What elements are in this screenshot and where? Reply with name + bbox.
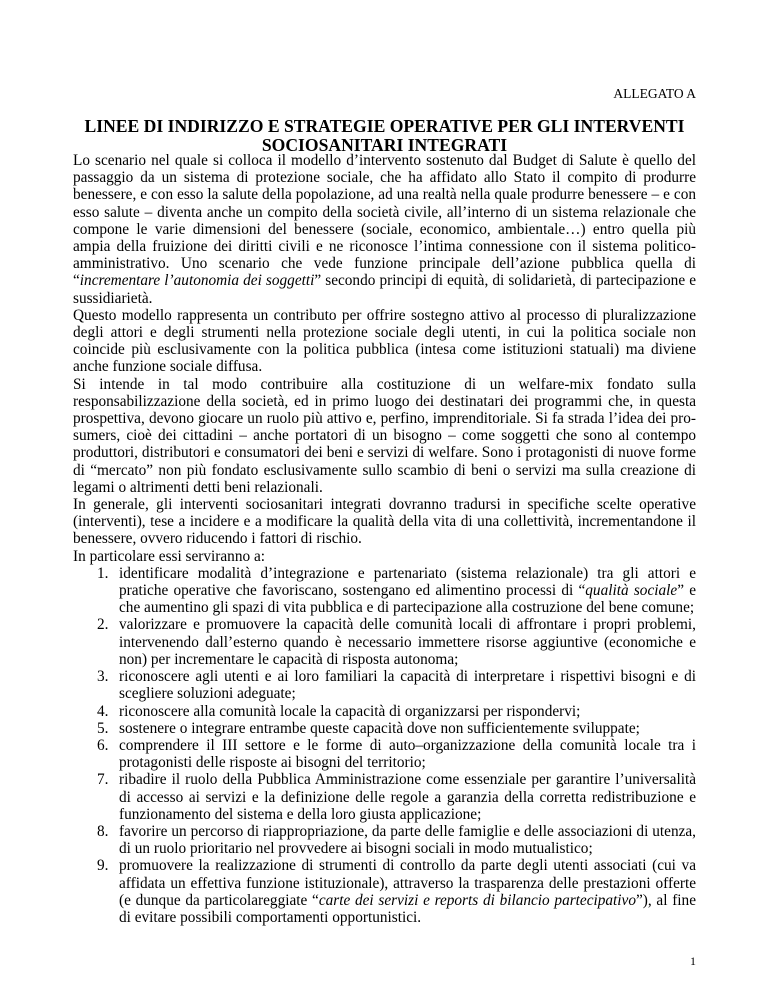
list-item-text-end: ”), al fine di evitare possibili comportamenti opportunistici. <box>119 891 696 926</box>
paragraph-1-text-b: ” secondo principi di equità, di solidarietà, di partecipazione e sussidiarietà. <box>73 272 696 307</box>
list-item-number: 5. <box>97 719 109 737</box>
annex-label <box>613 86 696 102</box>
list-item-number: 2. <box>97 616 109 634</box>
list-item-number: 4. <box>97 702 109 720</box>
annex-label-letter: A <box>686 86 696 101</box>
list-item-number: 9. <box>97 857 109 875</box>
list-item <box>73 703 696 720</box>
list-item <box>73 720 696 737</box>
list-item-text: identificare modalità d’integrazione e partenariato (sistema relazionale) tra gli attori e pratiche operative che favoriscano, sostengano ed alimentino processi di “ <box>119 564 696 600</box>
list-item-number: 8. <box>97 822 109 840</box>
paragraph-2: Questo modello rappresenta un contributo per offrire sostegno attivo al processo di pluralizzazione degli attori e degli strumenti nella protezione sociale degli utenti, in cui la politica sociale non coincide più esclusivamente con la politica pubblica (intesa come istituzioni statuali) ma diviene anche funzione sociale diffusa. <box>73 306 696 376</box>
list-item-number: 7. <box>97 771 109 789</box>
list-item-text: comprendere il III settore e le forme di auto–organizzazione della comunità locale tra i protagonisti delle risposte ai bisogni del territorio; <box>119 736 696 772</box>
annex-label-rest: LLEGATO <box>623 86 684 101</box>
list-item <box>73 737 696 771</box>
list-item-text: valorizzare e promuovere la capacità delle comunità locali di affrontare i propri problemi, intervenendo dall’esterno quando è necessario immettere risorse aggiuntive (economiche e non) per incrementare le capacità di risposta autonoma; <box>119 616 696 668</box>
paragraph-1-text-a: Lo scenario nel quale si colloca il modello d’intervento sostenuto dal Budget di Salute è quello del passaggio da un sistema di protezione sociale, che ha affidato allo Stato il compito di produrre benessere, e con esso la salute della popolazione, ad una realtà nella quale produrre benessere – e con esso salute – diventa anche un compito della società civile, all’interno di un sistema relazionale che compone le varie dimensioni del benessere (sociale, economico, ambientale…) entro quella più ampia della fruizione dei diritti civili e ne riconosce l’intima connessione con il sistema politico-amministrativo. Uno scenario che vede funzione principale dell’azione pubblica quella di “ <box>73 152 696 290</box>
paragraph-1-italic: incrementare l’autonomia dei soggetti <box>79 272 315 290</box>
list-item-text: sostenere o integrare entrambe queste capacità dove non sufficientemente sviluppate; <box>119 719 640 737</box>
list-item-text: promuovere la realizzazione di strumenti di controllo da parte degli utenti associati (cui va affidata un effettiva funzione istituzionale), attraverso la trasparenza delle prestazioni offerte (e dunque da particolareggiate “ <box>119 857 696 909</box>
list-item <box>73 616 696 668</box>
document-title: LINEE DI INDIRIZZO E STRATEGIE OPERATIVE PER GLI INTERVENTI SOCIOSANITARI INTEGRATI <box>84 116 685 155</box>
annex-label-initial: A <box>613 86 624 101</box>
paragraph-3: Si intende in tal modo contribuire alla costituzione di un welfare-mix fondato sulla responsabilizzazione della società, ed in primo luogo dei destinatari dei programmi che, in questa prospettiva, devono giocare un ruolo più attivo e, perfino, imprenditoriale. Si fa strada l’idea dei pro-sumers, cioè dei cittadini – anche portatori di un bisogno – come soggetti che sono al contempo produttori, distributori e consumatori dei beni e servizi di welfare. Sono i protagonisti di nuove forme di “mercato” non più fondato esclusivamente sullo scambio di beni o servizi ma sulla creazione di legami o altrimenti detti beni relazionali. <box>73 375 696 496</box>
document-body <box>73 152 696 926</box>
list-item <box>73 857 696 926</box>
list-item-text: favorire un percorso di riappropriazione, da parte delle famiglie e delle associazioni di utenza, di un ruolo prioritario nel provvedere ai bisogni sociali in modo mutualistico; <box>119 822 696 858</box>
list-item-text: riconoscere agli utenti e ai loro familiari la capacità di interpretare i rispettivi bisogni e di scegliere soluzioni adeguate; <box>119 668 696 703</box>
paragraph-4: In generale, gli interventi sociosanitari integrati dovranno tradursi in specifiche scelte operative (interventi), tese a incidere e a modificare la qualità della vita di una collettività, incrementandone il benessere, ovvero riducendo i fattori di rischio. <box>73 496 696 548</box>
list-item-text: ribadire il ruolo della Pubblica Amministrazione come essenziale per garantire l’universalità di accesso ai servizi e la definizione delle regole a garanzia della corretta redistribuzione e funzionamento del sistema e della loro giusta applicazione; <box>119 771 696 823</box>
list-item-number: 6. <box>97 736 109 754</box>
list-item-italic: carte dei servizi e reports di bilancio partecipativo <box>318 891 636 909</box>
list-item <box>73 771 696 823</box>
list-item-number: 3. <box>97 668 109 686</box>
page-number: 1 <box>690 954 696 968</box>
list-item-italic: qualità sociale <box>585 582 678 600</box>
list-item <box>73 668 696 702</box>
paragraph-5: In particolare essi serviranno a: <box>73 547 265 565</box>
list-item <box>73 565 696 617</box>
list-item <box>73 823 696 857</box>
paragraph-1 <box>73 152 696 307</box>
list-item-number: 1. <box>97 564 109 582</box>
objectives-list <box>73 565 696 926</box>
list-item-text: riconoscere alla comunità locale la capacità di organizzarsi per rispondervi; <box>119 702 581 720</box>
list-item-text-end: ” e che aumentino gli spazi di vita pubblica e di partecipazione alla costruzione del bene comune; <box>119 582 696 617</box>
